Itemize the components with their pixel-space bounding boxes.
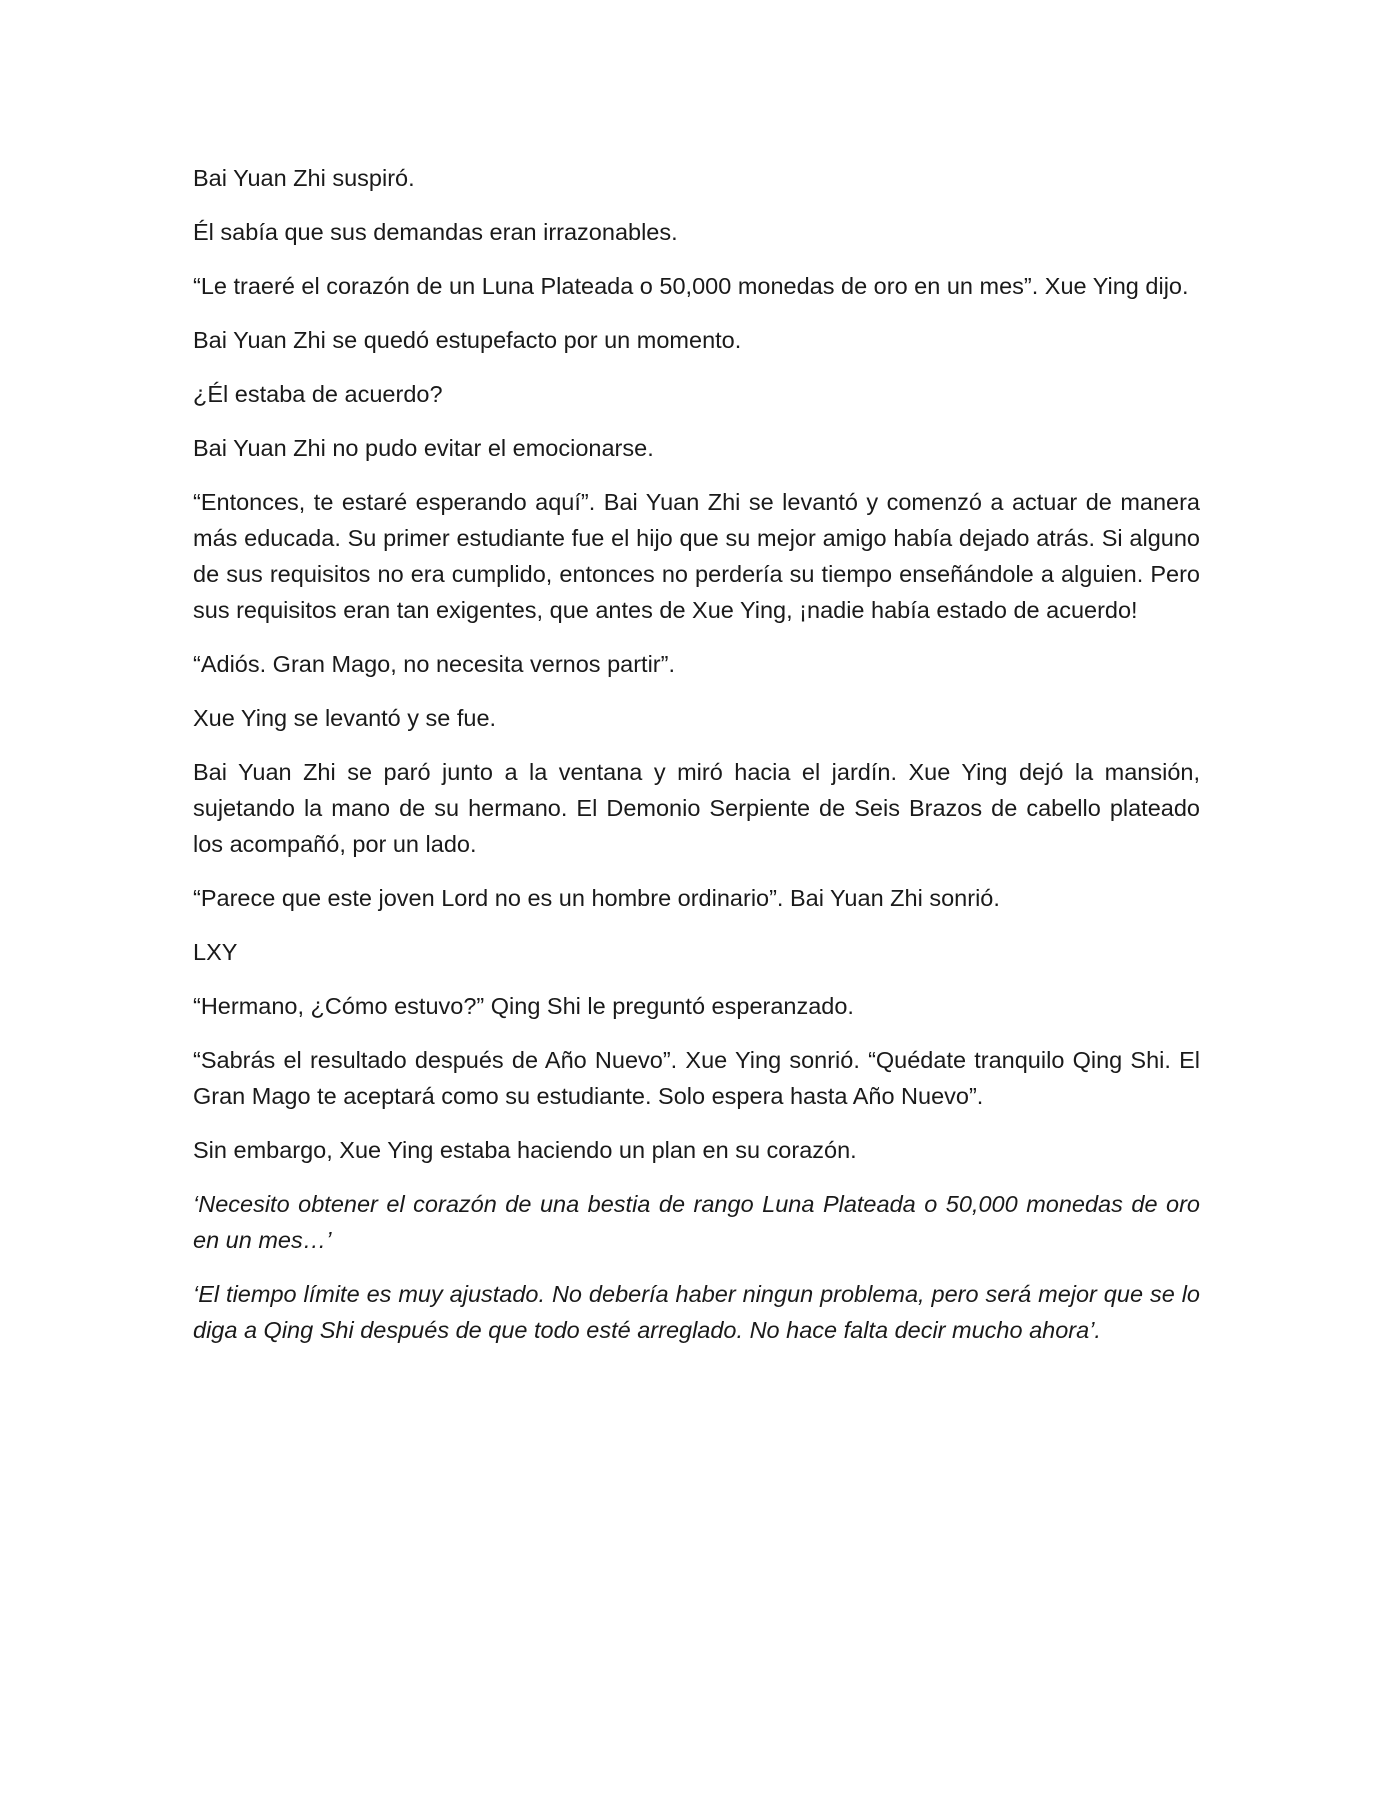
paragraph-14: “Sabrás el resultado después de Año Nuevo”. Xue Ying sonrió. “Quédate tranquilo Qing Shi. El Gran Mago te aceptará como su estudiante. Solo espera hasta Año Nuevo”. [193, 1047, 1200, 1109]
paragraph-6: Bai Yuan Zhi no pudo evitar el emocionarse. [193, 435, 654, 461]
paragraph-9: Xue Ying se levantó y se fue. [193, 705, 497, 731]
thought-paragraph-1: ‘Necesito obtener el corazón de una bestia de rango Luna Plateada o 50,000 monedas de oro en un mes…’ [193, 1191, 1200, 1253]
scene-break-lxy: LXY [193, 939, 238, 965]
paragraph-13: “Hermano, ¿Cómo estuvo?” Qing Shi le preguntó esperanzado. [193, 993, 854, 1019]
paragraph-8: “Adiós. Gran Mago, no necesita vernos partir”. [193, 651, 675, 677]
paragraph-1: Bai Yuan Zhi suspiró. [193, 165, 415, 191]
paragraph-11: “Parece que este joven Lord no es un hombre ordinario”. Bai Yuan Zhi sonrió. [193, 885, 1000, 911]
paragraph-2: Él sabía que sus demandas eran irrazonables. [193, 219, 678, 245]
paragraph-5: ¿Él estaba de acuerdo? [193, 381, 443, 407]
paragraph-4: Bai Yuan Zhi se quedó estupefacto por un momento. [193, 327, 742, 353]
paragraph-3: “Le traeré el corazón de un Luna Plateada o 50,000 monedas de oro en un mes”. Xue Ying dijo. [193, 273, 1189, 299]
document-body [193, 160, 1200, 1366]
paragraph-7: “Entonces, te estaré esperando aquí”. Bai Yuan Zhi se levantó y comenzó a actuar de manera más educada. Su primer estudiante fue el hijo que su mejor amigo había dejado atrás. Si alguno de sus requisitos no era cumplido, entonces no perdería su tiempo enseñándole a alguien. Pero sus requisitos eran tan exigentes, que antes de Xue Ying, ¡nadie había estado de acuerdo! [193, 489, 1200, 623]
paragraph-10: Bai Yuan Zhi se paró junto a la ventana y miró hacia el jardín. Xue Ying dejó la mansión, sujetando la mano de su hermano. El Demonio Serpiente de Seis Brazos de cabello plateado los acompañó, por un lado. [193, 759, 1200, 857]
paragraph-15: Sin embargo, Xue Ying estaba haciendo un plan en su corazón. [193, 1137, 857, 1163]
thought-paragraph-2: ‘El tiempo límite es muy ajustado. No debería haber ningun problema, pero será mejor que se lo diga a Qing Shi después de que todo esté arreglado. No hace falta decir mucho ahora’. [193, 1281, 1200, 1343]
